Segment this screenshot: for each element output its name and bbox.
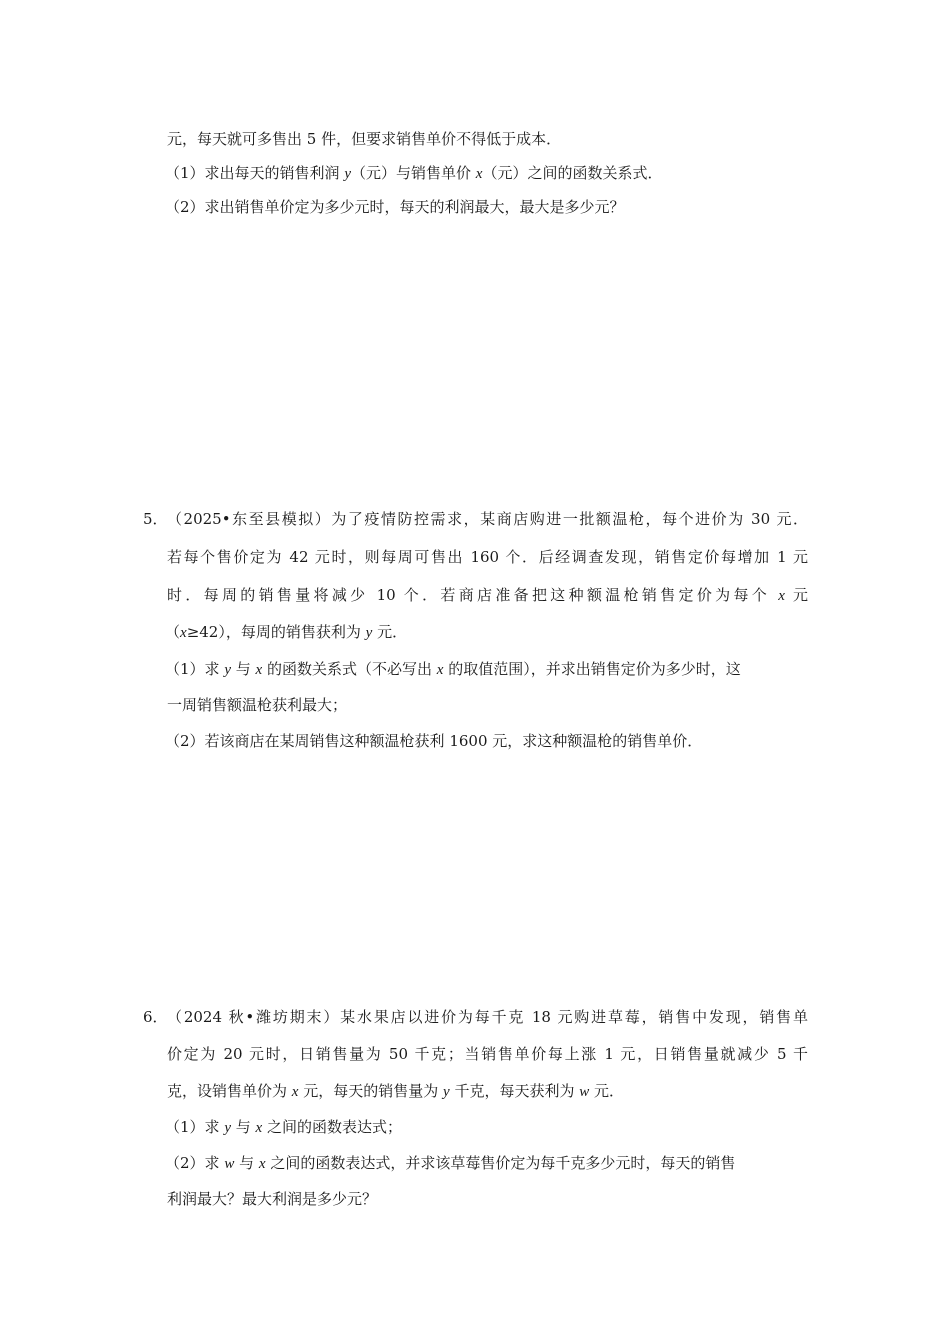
q4-text-line-1 <box>167 129 808 149</box>
var-w: w <box>224 1156 235 1172</box>
q6-part2-text: （2）求 <box>165 1154 225 1172</box>
var-y: y <box>224 1120 231 1136</box>
q5-part1-text: 与 <box>230 660 256 678</box>
var-x: x <box>436 662 444 678</box>
q4-part2-text: （2）求出销售单价定为多少元时，每天的利润最大，最大是多少元？ <box>165 198 625 216</box>
q5-line4-text: ≥42），每周的销售获利为 <box>186 623 366 641</box>
q4-part1-text: （元）之间的函数关系式． <box>482 164 663 182</box>
q4-part1-text: （1）求出每天的销售利润 <box>165 164 345 182</box>
q5-text-line-3 <box>167 585 808 606</box>
q6-part1-text: （1）求 <box>165 1118 225 1136</box>
q6-text-line-1 <box>167 1007 808 1027</box>
var-x: x <box>475 166 483 182</box>
q5-text-line-4 <box>165 622 808 643</box>
q6-line3-text: 元． <box>589 1082 625 1100</box>
q6-part1-text: 之间的函数表达式； <box>262 1118 402 1136</box>
q6-text-line-3 <box>167 1081 808 1102</box>
var-x: x <box>258 1156 266 1172</box>
q5-line4-text: （ <box>165 623 181 641</box>
q6-number: 6． <box>143 1008 168 1026</box>
q5-part2-text: （2）若该商店在某周销售这种额温枪获利 1600 元，求这种额温枪的销售单价． <box>165 732 703 750</box>
q5-line1: （2025•东至县模拟）为了疫情防控需求，某商店购进一批额温枪，每个进价为 30 元． <box>167 510 808 528</box>
var-x: x <box>255 1120 263 1136</box>
q6-line3-text: 元，每天的销售量为 <box>298 1082 443 1100</box>
var-y: y <box>365 625 373 641</box>
q4-line1: 元，每天就可多售出 5 件，但要求销售单价不得低于成本． <box>167 130 562 148</box>
q5-line3-text: 时．每周的销售量将减少 10 个．若商店准备把这种额温枪销售定价为每个 <box>167 586 779 604</box>
q5-part2 <box>165 731 808 751</box>
q6-line2: 价定为 20 元时，日销售量为 50 千克；当销售单价每上涨 1 元，日销售量就减少 5 千 <box>167 1045 808 1063</box>
q5-part1-text: 的函数关系式（不必写出 <box>262 660 437 678</box>
q6-part2-text: 之间的函数表达式，并求该草莓售价定为每千克多少元时，每天的销售 <box>265 1154 736 1172</box>
var-y: y <box>224 662 231 678</box>
q6-part2-text: 与 <box>234 1154 259 1172</box>
q4-part1 <box>165 163 808 184</box>
q6-part2-line2-text: 利润最大？最大利润是多少元？ <box>167 1190 378 1208</box>
q5-text-line-1 <box>167 509 808 529</box>
var-x: x <box>255 662 263 678</box>
var-w: w <box>579 1084 590 1100</box>
q5-line3-text: 元 <box>784 586 808 604</box>
q4-part1-text: （元）与销售单价 <box>351 164 476 182</box>
q5-part1-text: （1）求 <box>165 660 225 678</box>
var-x: x <box>180 625 187 641</box>
q6-text-line-2 <box>167 1044 808 1064</box>
var-y: y <box>344 166 351 182</box>
q5-part1-text: 的取值范围），并求出销售定价为多少时，这 <box>443 660 741 678</box>
q5-number: 5． <box>143 510 168 528</box>
q6-line3-text: 千克，每天获利为 <box>449 1082 580 1100</box>
q5-line4-text: 元． <box>372 623 408 641</box>
q6-line1: （2024 秋•潍坊期末）某水果店以进价为每千克 18 元购进草莓，销售中发现，销售单 <box>167 1008 808 1026</box>
q5-text-line-2 <box>167 547 808 567</box>
q5-part1-line-2 <box>167 695 808 715</box>
var-y: y <box>443 1084 450 1100</box>
q6-part1-text: 与 <box>230 1118 256 1136</box>
q6-part2 <box>165 1153 808 1174</box>
var-x: x <box>778 588 785 604</box>
var-x: x <box>291 1084 299 1100</box>
q4-part2 <box>165 197 808 217</box>
q5-part1 <box>165 659 808 680</box>
q5-part1-line2-text: 一周销售额温枪获利最大； <box>167 696 348 714</box>
q6-part1 <box>165 1117 808 1138</box>
q5-line2: 若每个售价定为 42 元时，则每周可售出 160 个．后经调查发现，销售定价每增加 1 元 <box>167 548 808 566</box>
q6-line3-text: 克，设销售单价为 <box>167 1082 292 1100</box>
q6-part2-line-2 <box>167 1189 808 1209</box>
